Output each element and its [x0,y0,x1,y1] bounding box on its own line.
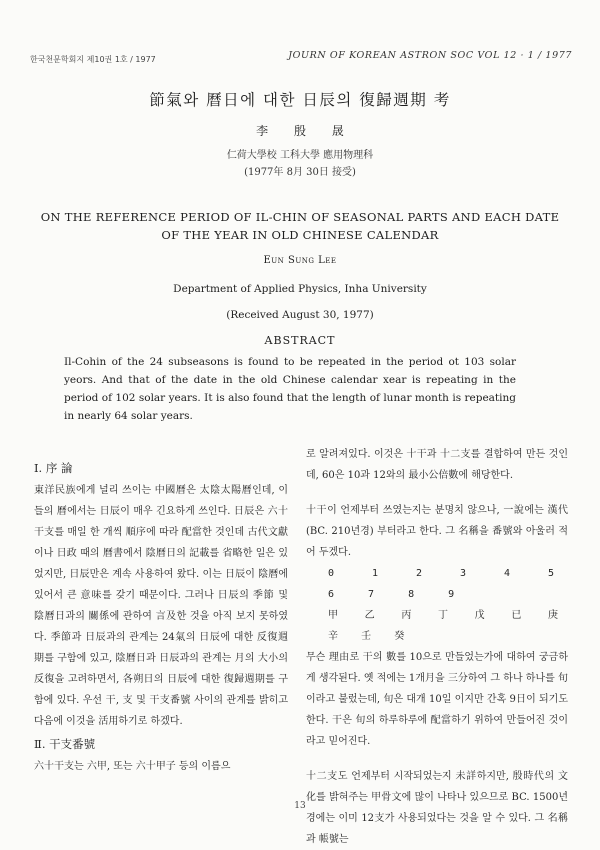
journal-header-korean: 한국천문학회지 제10권 1호 / 1977 [30,55,156,64]
right-column [306,444,568,850]
paragraph-ten-stems-reason: 무슨 理由로 干의 數를 10으로 만들었는가에 대하여 궁금하게 생각된다. 옛 적에는 1개月을 三分하여 그 하나 하나를 旬이라고 불렀는데, 旬은 대개 10일 이지만 간혹 9日이 되기도 한다. 干은 旬의 하루하루에 配當하기 위하여 만들어진 것이라고 믿어진다. [306,652,568,747]
page-number: 13 [294,801,306,811]
paper-title-korean: 節氣와 曆日에 대한 日辰의 復歸週期 考 [149,91,451,109]
introduction-paragraph: 東洋民族에게 널리 쓰이는 中國曆은 太陰太陽曆인데, 이들의 曆에서는 日辰이 매우 긴요하게 쓰인다. 日辰은 六十干支를 매일 한 개씩 順序에 따라 配當한 것인데 古代文獻이나 日政 때의 曆書에서 陰曆日의 記載를 省略한 일은 있었지만, 日辰만은 계속 사용하여 왔다. 이는 日辰이 陰曆에 있어서 큰 意味를 갖기 때문이다. 그러나 日辰의 季節 및 陰曆日과의 關係에 관하여 言及한 것을 아직 보지 못하였다. 季節과 日辰과의 관계는 24氣의 日辰에 대한 反復週期를 구함에 있고, 陰曆日과 日辰과의 관계는 月의 大小의 反復을 고려하면서, 各朔日의 日辰에 대한 復歸週期를 구함에 있다. 우선 干, 支 및 干支番號 사이의 관계를 밝히고 다음에 이것을 活用하기로 하겠다. [34,485,288,727]
paper-title-english: ON THE REFERENCE PERIOD OF IL-CHIN OF SEASONAL PARTS AND EACH DATE OF THE YEAR IN OLD CHINESE CALENDAR [40,210,560,242]
stem-number-row: 0 1 2 3 4 5 6 7 8 9 [328,568,568,600]
section-heading-introduction: Ⅰ. 序 論 [34,461,73,475]
author-name-english: Eun Sung Lee [263,255,337,266]
paragraph-twelve-branches: 十二支도 언제부터 시작되었는지 未詳하지만, 殷時代의 文化를 밝혀주는 甲骨文에 많이 나타나 있으므로 BC. 1500년경에는 이미 12支가 사용되었다는 것을 알 수 있다. 그 名稱과 帳號는 [306,771,568,845]
ganji-paragraph: 六十干支는 六甲, 또는 六十甲子 등의 이름으 [34,761,231,772]
abstract-text: Il-Cohin of the 24 subseasons is found to be repeated in the period ot 103 solar yeors. And that of the date in the old Chinese calendar xear is repeating in the period of 102 solar years. It is also found that the length of lunar month is repeating in nearly 64 solar years. [64,356,516,422]
received-date-korean: (1977年 8月 30日 接受) [244,167,356,178]
received-date-english: (Received August 30, 1977) [226,309,374,321]
affiliation-korean: 仁荷大學校 工科大學 應用物理科 [226,150,374,161]
journal-header-english: JOURN OF KOREAN ASTRON SOC VOL 12 · 1 / 1977 [288,50,572,61]
affiliation-english: Department of Applied Physics, Inha University [173,283,427,295]
stem-name-row: 甲 乙 丙 丁 戊 已 庚 辛 壬 癸 [328,610,568,642]
section-heading-ganji-number: Ⅱ. 干支番號 [34,737,96,751]
author-name-korean: 李 殷 晟 [256,124,344,138]
abstract-heading: ABSTRACT [264,334,336,347]
paragraph-ten-stems-origin: 十干이 언제부터 쓰였는지는 분명치 않으나, 一說에는 漢代(BC. 210년경) 부터라고 한다. 그 名稱을 番號와 아울러 적어 두겠다. [306,505,568,558]
left-column [34,456,288,777]
paragraph-ganji-definition: 로 알려져있다. 이것은 十干과 十二支를 결합하여 만든 것인데, 60은 10과 12와의 最小公倍數에 해당한다. [306,449,568,481]
